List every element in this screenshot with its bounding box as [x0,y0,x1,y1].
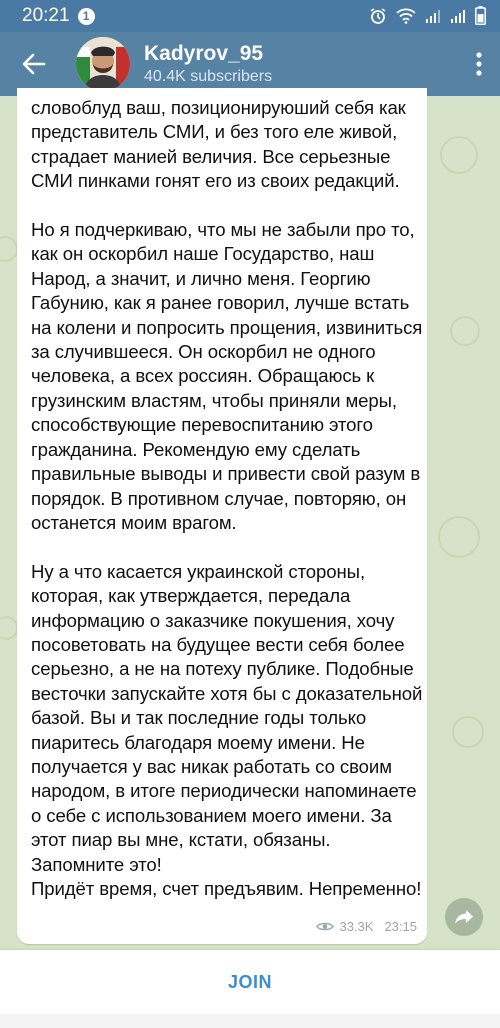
channel-name[interactable]: Kadyrov_95 [144,42,264,65]
battery-icon [475,6,486,30]
status-time: 20:21 [22,5,70,26]
share-arrow-icon [454,909,474,925]
join-button[interactable]: JOIN [227,971,272,992]
subscriber-count: 40.4K subscribers [144,68,273,85]
alarm-icon [369,7,387,30]
message-text: словоблуд ваш, позиционируюший себя как представитель СМИ, и без того еле живой, страдает манией величия. Все серьезные СМИ пинками гонят его из своих редакций. Но я подчеркиваю, что мы не забыли про то, как он оскорбил наше Государство, наш Народ, а значит, и лично меня. Георгию Габунию, как я ранее говорил, лучше встать на колени и попросить прощения, извиниться за случившееся. Он оскорбил не одного человека, а всех россиян. Обращаюсь к грузинским властям, чтобы приняли меры, способствующие перевоспитанию этого гражданина. Рекомендую ему сделать правильные выводы и привести свой разум в порядок. В противном случае, повторяю, он останется моим врагом. Ну а что касается украинской стороны, которая, как утверждается, передала информацию о заказчике покушения, хочу посоветовать на будущее вести себя более серьезно, а не на потеху публике. Подобные весточки запускайте хотя бы с доказательной базой. Вы и так последние годы только пиаритесь благодаря моему имени. Не получается у вас никак работать со своим народом, в итоге периодически напоминаете о себе с использованием моего имени. За этот пиар вы мне, кстати, обязаны. Запомните это! Придёт время, счет предъявим. Непременно! [31,97,423,899]
signal-icon-2 [450,8,466,29]
back-arrow-icon[interactable] [20,50,48,78]
view-count: 33.3K [339,919,374,934]
message-time: 23:15 [384,919,417,934]
join-bar [0,950,500,1014]
signal-icon [425,8,441,29]
system-nav-bar [0,1014,500,1028]
more-vertical-icon[interactable] [476,52,482,76]
background-doodle [440,136,478,174]
notification-badge: 1 [78,8,95,25]
status-bar [0,0,500,32]
chat-header [0,32,500,96]
background-doodle [0,236,18,262]
background-doodle [450,316,480,346]
share-button[interactable] [445,898,483,936]
wifi-icon [396,8,416,29]
channel-avatar[interactable] [76,37,130,91]
background-doodle [0,616,18,640]
background-doodle [438,516,480,558]
message-bubble[interactable] [17,88,427,944]
views-eye-icon [316,921,334,932]
status-icons [369,6,486,30]
message-meta [316,919,417,934]
background-doodle [452,716,484,748]
